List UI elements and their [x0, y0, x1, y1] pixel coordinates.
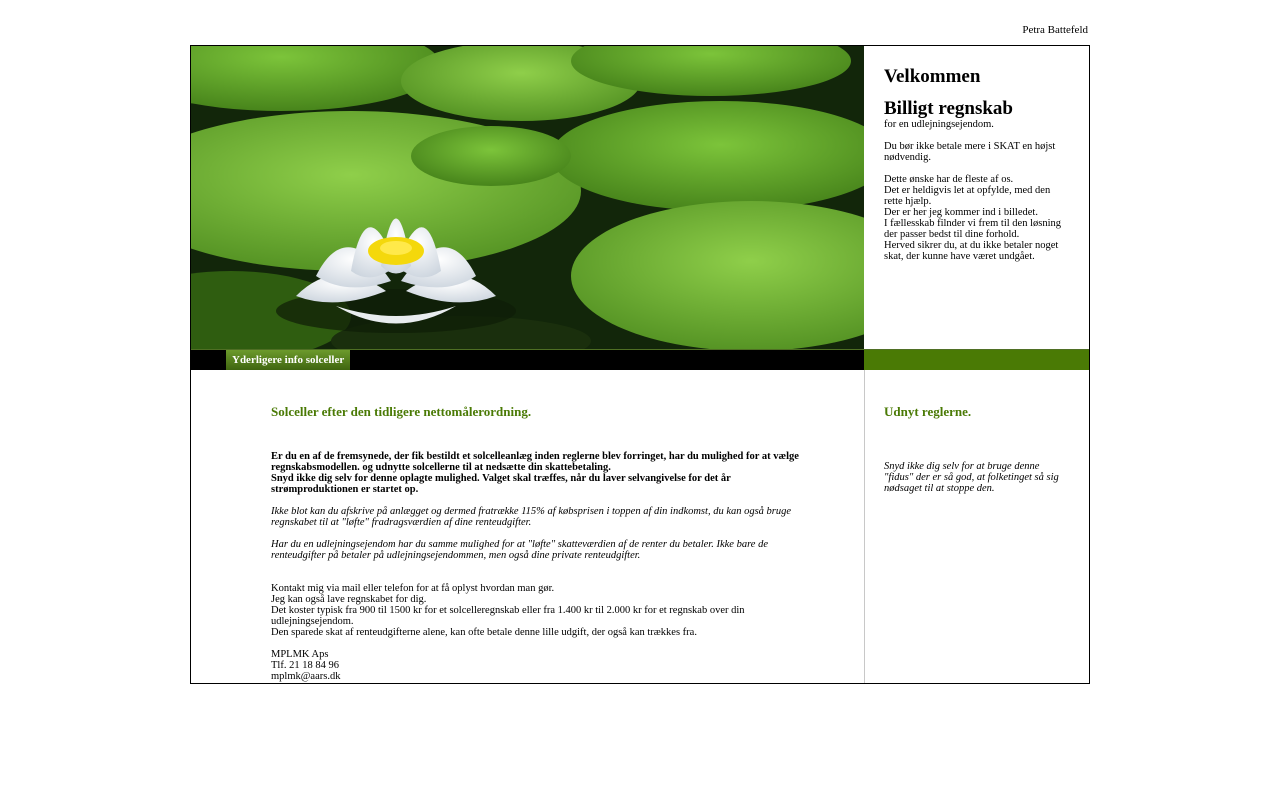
email-link[interactable]: mplmk@aars.dk	[271, 671, 341, 682]
side-text: Snyd ikke dig selv for at bruge denne "fidus" der er så god, at folketinget så sig nødsaget til at stoppe den.	[884, 461, 1059, 494]
main-italic-paragraph: Ikke blot kan du afskrive på anlægget og dermed fratrække 115% af købsprisen i toppen af din indkomst, du kan også bruge regnskabet til at "løfte" fradragsværdien af dine renteudgifter.	[271, 506, 792, 528]
main-bold-paragraph: Er du en af de fremsynede, der fik bestildt et solcelleanlæg inden reglerne blev forringet, har du mulighed for at vælge regnskabsmodellen. og udnytte solcellerne til at nedsætte din skattebetaling.	[271, 451, 799, 473]
main-heading: Solceller efter den tidligere nettomålerordning.	[271, 404, 532, 419]
main-content	[191, 370, 864, 683]
nav-bar-accent	[864, 349, 1089, 370]
owner-name: Petra Battefeld	[1022, 24, 1088, 36]
welcome-line: Dette ønske har de fleste af os.	[884, 174, 1014, 185]
contact-line: Den sparede skat af renteudgifterne alene, kan ofte betale denne lille udgift, der også kan trækkes fra.	[271, 627, 697, 638]
contact-line: Jeg kan også lave regnskabet for dig.	[271, 594, 427, 605]
main-italic-paragraph: Har du en udlejningsejendom har du samme mulighed for at "løfte" skatteværdien af de renter du betaler. Ikke bare de renteudgifter på betaler på udlejningsejendommen, men også dine private renteudgifter.	[271, 539, 768, 561]
contact-line: Kontakt mig via mail eller telefon for at få oplyst hvordan man gør.	[271, 583, 555, 594]
welcome-title: Velkommen	[884, 66, 981, 87]
nav-tab-solar-info[interactable]: Yderligere info solceller	[226, 350, 350, 370]
welcome-line: Der er her jeg kommer ind i billedet.	[884, 207, 1038, 218]
contact-line: Det koster typisk fra 900 til 1500 kr for et solcelleregnskab eller fra 1.400 kr til 2.000 kr for et regnskab over din udlejningsejendom.	[271, 605, 745, 627]
welcome-tagline: for en udlejningsejendom.	[884, 119, 994, 130]
nav-bar	[191, 349, 864, 370]
welcome-line: I fællesskab filnder vi frem til den løsning der passer bedst til dine forhold.	[884, 218, 1062, 240]
hero-water-lily-image	[191, 46, 864, 349]
welcome-paragraph: Du bør ikke betale mere i SKAT en højst nødvendig.	[884, 141, 1056, 163]
welcome-line: Herved sikrer du, at du ikke betaler noget skat, der kunne have været undgået.	[884, 240, 1059, 262]
company-name: MPLMK Aps	[271, 649, 329, 660]
side-heading: Udnyt reglerne.	[884, 404, 972, 419]
welcome-line: Det er heldigvis let at opfylde, med den rette hjælp.	[884, 185, 1051, 207]
side-panel	[865, 370, 1089, 683]
page-frame	[190, 45, 1090, 684]
welcome-panel	[864, 46, 1089, 349]
phone-number: Tlf. 21 18 84 96	[271, 660, 339, 671]
welcome-subtitle: Billigt regnskab	[884, 98, 1013, 119]
main-bold-paragraph: Snyd ikke dig selv for denne oplagte mulighed. Valget skal træffes, når du laver selvangivelse for det år strømproduktionen er startet op.	[271, 473, 731, 495]
